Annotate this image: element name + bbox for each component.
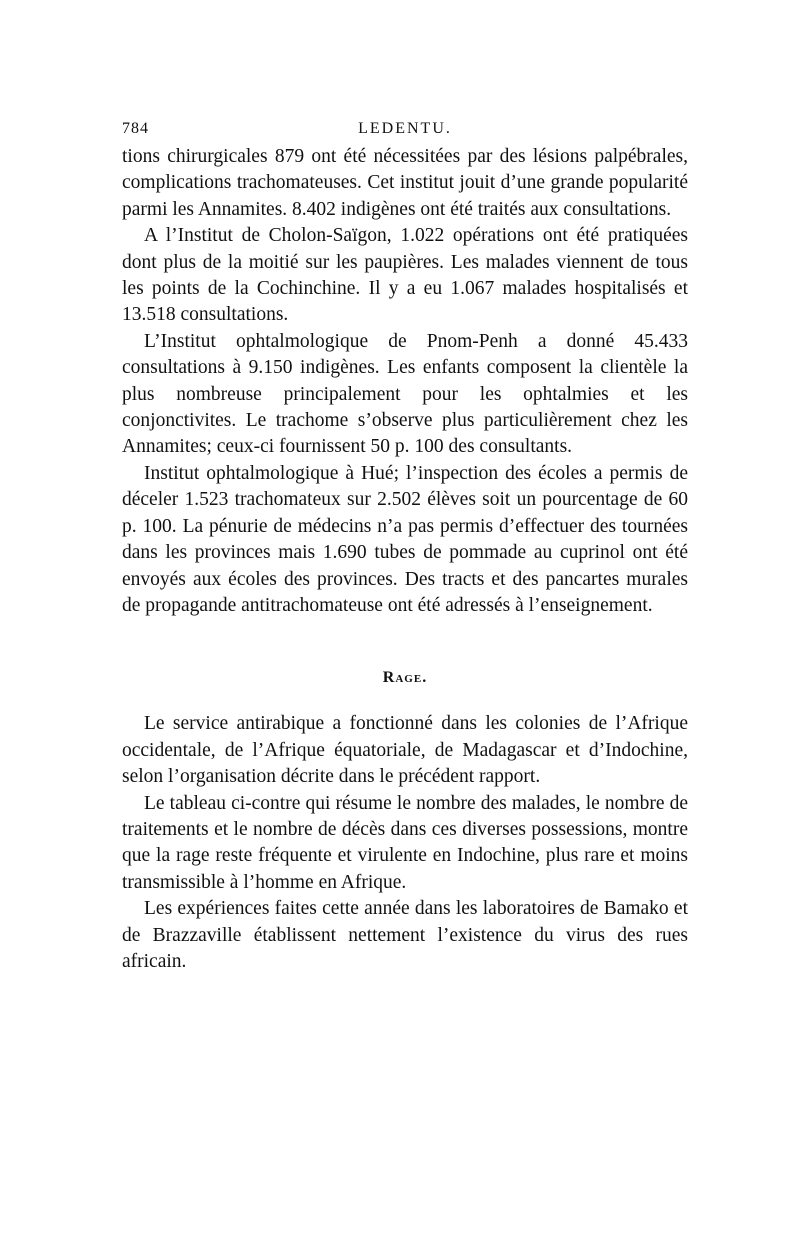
paragraph-tableau: Le tableau ci-contre qui résume le nombre des malades, le nombre de traitements et le nombre de décès dans ces diverses possessions, montre que la rage reste fréquente et virulente en Indochine, plus rare et moins transmissible à l’homme en Afrique. (122, 792, 688, 893)
running-title: LEDENTU. (358, 120, 452, 137)
section-heading (122, 669, 688, 687)
paragraph-hue: Institut ophtalmologique à Hué; l’inspection des écoles a permis de déceler 1.523 trachomateux sur 2.502 élèves soit un pourcentage de 60 p. 100. La pénurie de médecins n’a pas permis d’effectuer des tournées dans les provinces mais 1.690 tubes de pommade au cuprinol ont été envoyés aux écoles des provinces. Des tracts et des pancartes murales de propagande antitrachomateuse ont été adressés à l’enseignement. (122, 462, 688, 616)
paragraph-cholon-saigon: A l’Institut de Cholon-Saïgon, 1.022 opérations ont été pratiquées dont plus de la moitié sur les paupières. Les malades viennent de tous les points de la Cochinchine. Il y a eu 1.067 malades hospitalisés et 13.518 consultations. (122, 225, 688, 326)
running-head (122, 110, 688, 144)
paragraph-continuation: tions chirurgicales 879 ont été nécessitées par des lésions palpébrales, complications trachomateuses. Cet institut jouit d’une grande popularité parmi les Annamites. 8.402 indigènes ont été traités aux consultations. (122, 146, 688, 220)
paragraph-experiences: Les expériences faites cette année dans les laboratoires de Bamako et de Brazzaville établissent nettement l’existence du virus des rues africain. (122, 898, 688, 972)
book-page (122, 110, 688, 975)
page-number: 784 (122, 120, 149, 137)
paragraph-antirabique: Le service antirabique a fonctionné dans les colonies de l’Afrique occidentale, de l’Afrique équatoriale, de Madagascar et d’Indochine, selon l’organisation décrite dans le précédent rapport. (122, 713, 688, 788)
body-text (122, 144, 688, 975)
section-heading-text: Rage. (382, 669, 428, 687)
paragraph-pnom-penh: L’Institut ophtalmologique de Pnom-Penh a donné 45.433 consultations à 9.150 indigènes. Les enfants composent la clientèle la plus nombreuse principalement pour les ophtalmies et les conjonctivites. Le trachome s’observe plus particulièrement chez les Annamites; ceux-ci fournissent 50 p. 100 des consultants. (122, 330, 688, 458)
